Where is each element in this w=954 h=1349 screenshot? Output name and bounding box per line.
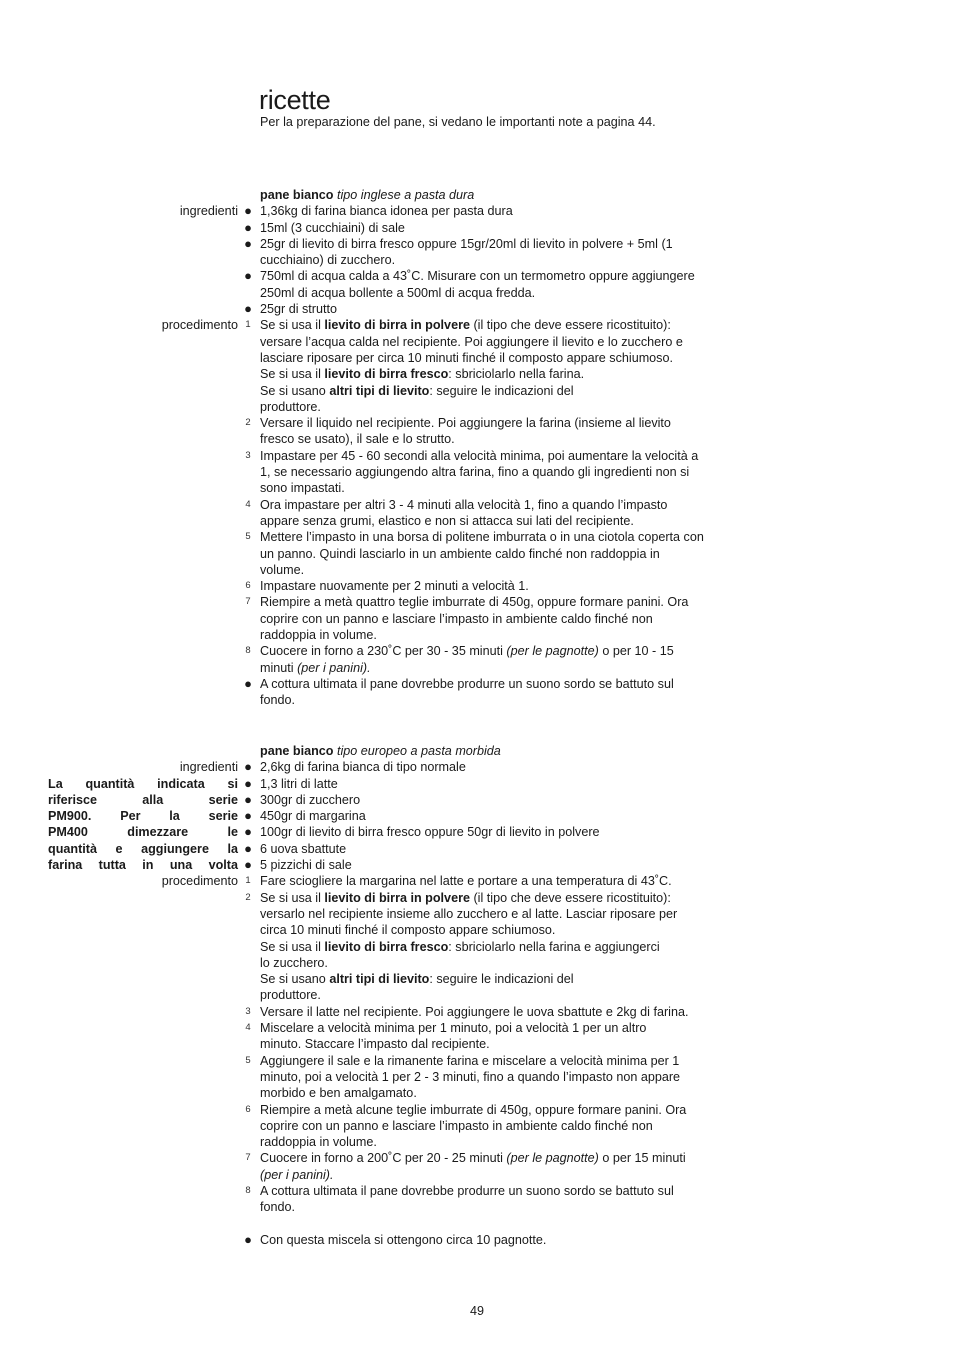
ingredient-item	[0, 792, 954, 808]
emphasis-text: altri tipi di lievito	[329, 972, 430, 987]
text-run: o per 15 minuti	[598, 1151, 686, 1166]
bullet-icon: ●	[244, 857, 252, 873]
ingredients-label: ingredienti	[179, 204, 238, 219]
ingredient-text: 300gr di zucchero	[260, 792, 361, 807]
italic-text: (per le pagnotte)	[506, 644, 599, 659]
step-text: A cottura ultimata il pane dovrebbe produrre un suono sordo se battuto sul fondo.	[260, 1184, 674, 1215]
ingredient-item	[0, 824, 954, 840]
ingredient-text: 1,3 litri di latte	[260, 776, 338, 791]
procedure-step	[0, 1183, 954, 1216]
bullet-icon: ●	[244, 840, 252, 856]
recipe-subtitle: tipo inglese a pasta dura	[336, 188, 475, 202]
procedure-step	[0, 1004, 954, 1020]
procedure-step	[0, 529, 954, 578]
page-number: 49	[469, 1304, 484, 1318]
recipe-name: pane bianco	[260, 188, 334, 202]
recipe-pane-bianco-europeo	[0, 743, 954, 1248]
ingredient-item	[0, 841, 954, 857]
ingredient-text: 2,6kg di farina bianca di tipo normale	[260, 760, 466, 775]
text-run: Se si usa il	[260, 890, 325, 905]
step-paragraph	[260, 383, 590, 416]
step-number: 3	[245, 1005, 251, 1017]
step-paragraph	[260, 317, 706, 366]
step-paragraph	[260, 939, 660, 972]
intro-text: Per la preparazione del pane, si vedano le importanti note a pagina 44.	[260, 115, 656, 129]
step-number: 3	[245, 449, 251, 461]
text-run: (il tipo che deve essere ricostituito): versarlo nel recipiente insieme allo zucchero e al latte. Lasciar riposare per circa 10 minuti finché il composto appare schiumoso.	[260, 890, 678, 938]
procedure-step	[0, 497, 954, 530]
procedure-step	[0, 873, 954, 889]
text-run: Se si usano	[260, 383, 330, 398]
ingredient-text: 25gr di strutto	[260, 302, 338, 317]
text-run: o per 10 - 15 minuti	[260, 644, 674, 675]
final-note	[0, 1232, 954, 1248]
bullet-icon: ●	[244, 301, 252, 317]
step-number: 5	[245, 531, 251, 543]
step-text	[260, 317, 706, 415]
text-run: Cuocere in forno a 200˚C per 20 - 25 minuti	[260, 1151, 507, 1166]
ingredient-item	[0, 759, 954, 775]
step-number: 2	[245, 891, 251, 903]
procedure-step	[0, 594, 954, 643]
recipe-pane-bianco-inglese	[0, 187, 954, 709]
side-note-line: riferisce alla serie	[48, 792, 238, 807]
text-run: : seguire le indicazioni del produttore.	[260, 972, 574, 1003]
step-text: Ora impastare per altri 3 - 4 minuti alla velocità 1, fino a quando l’impasto appare senza grumi, elastico e non si attacca sui lati del recipiente.	[260, 497, 668, 528]
ingredient-item	[0, 776, 954, 792]
ingredient-item	[0, 220, 954, 236]
recipe-name: pane bianco	[260, 744, 334, 758]
ingredient-item	[0, 808, 954, 824]
ingredient-text: 15ml (3 cucchiaini) di sale	[260, 220, 405, 235]
text-run: : seguire le indicazioni del produttore.	[260, 383, 574, 414]
procedure-step	[0, 890, 954, 1004]
ingredient-text: 100gr di lievito di birra fresco oppure 50gr di lievito in polvere	[260, 825, 600, 840]
final-note	[0, 676, 954, 709]
step-number: 4	[245, 498, 251, 510]
ingredient-text: 750ml di acqua calda a 43˚C. Misurare con un termometro oppure aggiungere 250ml di acqua bollente a 500ml di acqua fredda.	[260, 269, 695, 300]
procedure-step	[0, 317, 954, 415]
bullet-icon: ●	[244, 775, 252, 791]
step-text: Versare il liquido nel recipiente. Poi aggiungere la farina (insieme al lievito fresco se usato), il sale e lo strutto.	[260, 416, 671, 447]
procedure-step	[0, 1020, 954, 1053]
bullet-icon: ●	[244, 808, 252, 824]
text-run: : sbriciolarlo nella farina.	[448, 367, 585, 382]
step-number: 1	[245, 319, 251, 331]
text-run: (il tipo che deve essere ricostituito): versare l’acqua calda nel recipiente. Poi aggiungere il lievito e lo zucchero e lasciare riposare per circa 10 minuti finché il composto appare schiumoso.	[260, 318, 683, 365]
ingredients-label: ingredienti	[179, 760, 238, 775]
bullet-icon: ●	[244, 219, 252, 235]
step-paragraph	[260, 971, 590, 1004]
text-run: Se si usano	[260, 972, 330, 987]
recipe-heading	[260, 743, 706, 759]
procedure-step	[0, 415, 954, 448]
step-text: Riempire a metà quattro teglie imburrate di 450g, oppure formare panini. Ora coprire con un panno e lasciare l’impasto in ambiente caldo finché non raddoppia in volume.	[260, 595, 689, 643]
step-paragraph	[260, 890, 706, 939]
step-text: Aggiungere il sale e la rimanente farina e miscelare a velocità minima per 1 minuto, poi a velocità 1 per 2 - 3 minuti, fino a quando l’impasto non appare morbido e ben amalgamato.	[260, 1053, 681, 1101]
side-note-line: PM400 dimezzare le	[48, 825, 238, 840]
italic-text: (per le pagnotte)	[506, 1151, 599, 1166]
bullet-icon: ●	[244, 235, 252, 251]
emphasis-text: lievito di birra in polvere	[324, 318, 470, 333]
text-run: Cuocere in forno a 230˚C per 30 - 35 minuti	[260, 644, 507, 659]
ingredient-text: 6 uova sbattute	[260, 841, 347, 856]
side-note-line: quantità e aggiungere la	[48, 841, 238, 856]
step-number: 8	[245, 645, 251, 657]
step-text: Versare il latte nel recipiente. Poi aggiungere le uova sbattute e 2kg di farina.	[260, 1004, 689, 1019]
ingredient-item	[0, 857, 954, 873]
bullet-icon: ●	[244, 268, 252, 284]
recipe-subtitle: tipo europeo a pasta morbida	[336, 744, 501, 758]
side-note-line: La quantità indicata si	[48, 776, 238, 791]
bullet-icon: ●	[244, 203, 252, 219]
emphasis-text: lievito di birra fresco	[324, 939, 449, 954]
recipe-heading-row	[0, 187, 954, 203]
step-number: 6	[245, 580, 251, 592]
italic-text: (per i panini).	[260, 1167, 334, 1182]
text-run: Se si usa il	[260, 367, 325, 382]
text-run: Se si usa il	[260, 939, 325, 954]
emphasis-text: altri tipi di lievito	[329, 383, 430, 398]
step-text	[260, 1150, 690, 1183]
procedure-step	[0, 1150, 954, 1183]
bullet-icon: ●	[244, 759, 252, 775]
final-note-text: Con questa miscela si ottengono circa 10 pagnotte.	[260, 1232, 547, 1247]
ingredient-item	[0, 301, 954, 317]
step-text: Miscelare a velocità minima per 1 minuto, poi a velocità 1 per un altro minuto. Staccare l’impasto dal recipiente.	[260, 1021, 647, 1052]
ingredient-text: 450gr di margarina	[260, 809, 366, 824]
step-number: 2	[245, 417, 251, 429]
step-text: Riempire a metà alcune teglie imburrate di 450g, oppure formare panini. Ora coprire con un panno e lasciare l’impasto in ambiente caldo finché non raddoppia in volume.	[260, 1102, 687, 1150]
step-text	[260, 890, 720, 1004]
step-number: 5	[245, 1054, 251, 1066]
bullet-icon: ●	[244, 675, 252, 691]
side-note-line: farina tutta in una volta	[48, 858, 238, 873]
step-number: 8	[245, 1185, 251, 1197]
procedure-label: procedimento	[161, 874, 238, 889]
procedure-step	[0, 1053, 954, 1102]
step-number: 1	[245, 875, 251, 887]
recipe-heading-row	[0, 743, 954, 759]
ingredient-text: 5 pizzichi di sale	[260, 858, 352, 873]
emphasis-text: lievito di birra in polvere	[324, 890, 470, 905]
ingredient-item	[0, 236, 954, 269]
italic-text: (per i panini).	[297, 660, 371, 675]
recipe-heading	[260, 187, 706, 203]
emphasis-text: lievito di birra fresco	[324, 367, 449, 382]
ingredient-text: 1,36kg di farina bianca idonea per pasta dura	[260, 204, 513, 219]
step-text: Fare sciogliere la margarina nel latte e portare a una temperatura di 43˚C.	[260, 874, 672, 889]
step-number: 4	[245, 1022, 251, 1034]
procedure-label: procedimento	[161, 318, 238, 333]
procedure-step	[0, 448, 954, 497]
procedure-step	[0, 1102, 954, 1151]
step-paragraph	[260, 366, 706, 382]
side-note-line: PM900. Per la serie	[48, 809, 238, 824]
bullet-icon: ●	[244, 824, 252, 840]
ingredient-item	[0, 268, 954, 301]
bullet-icon: ●	[244, 1231, 252, 1247]
spacer	[0, 1216, 954, 1232]
step-number: 7	[245, 1152, 251, 1164]
step-text: Impastare nuovamente per 2 minuti a velocità 1.	[260, 579, 529, 594]
step-number: 7	[245, 596, 251, 608]
step-text	[260, 643, 706, 676]
procedure-step	[0, 578, 954, 594]
page-title: ricette	[259, 85, 331, 115]
ingredient-item	[0, 203, 954, 219]
text-run: : sbriciolarlo nella farina e aggiungerci lo zucchero.	[260, 939, 660, 970]
step-text: Mettere l’impasto in una borsa di politene imburrata o in una ciotola coperta con un panno. Quindi lasciarlo in un ambiente caldo finché non raddoppia in volume.	[260, 530, 704, 577]
text-run: Se si usa il	[260, 318, 325, 333]
bullet-icon: ●	[244, 791, 252, 807]
ingredient-text: 25gr di lievito di birra fresco oppure 15gr/20ml di lievito in polvere + 5ml (1 cucchiaino) di zucchero.	[260, 236, 673, 268]
step-number: 6	[245, 1103, 251, 1115]
final-note-text: A cottura ultimata il pane dovrebbe produrre un suono sordo se battuto sul fondo.	[260, 676, 674, 708]
step-text: Impastare per 45 - 60 secondi alla velocità minima, poi aumentare la velocità a 1, se necessario aggiungendo altra farina, fino a quando gli ingredienti non si sono impastati.	[260, 448, 699, 496]
procedure-step	[0, 643, 954, 676]
